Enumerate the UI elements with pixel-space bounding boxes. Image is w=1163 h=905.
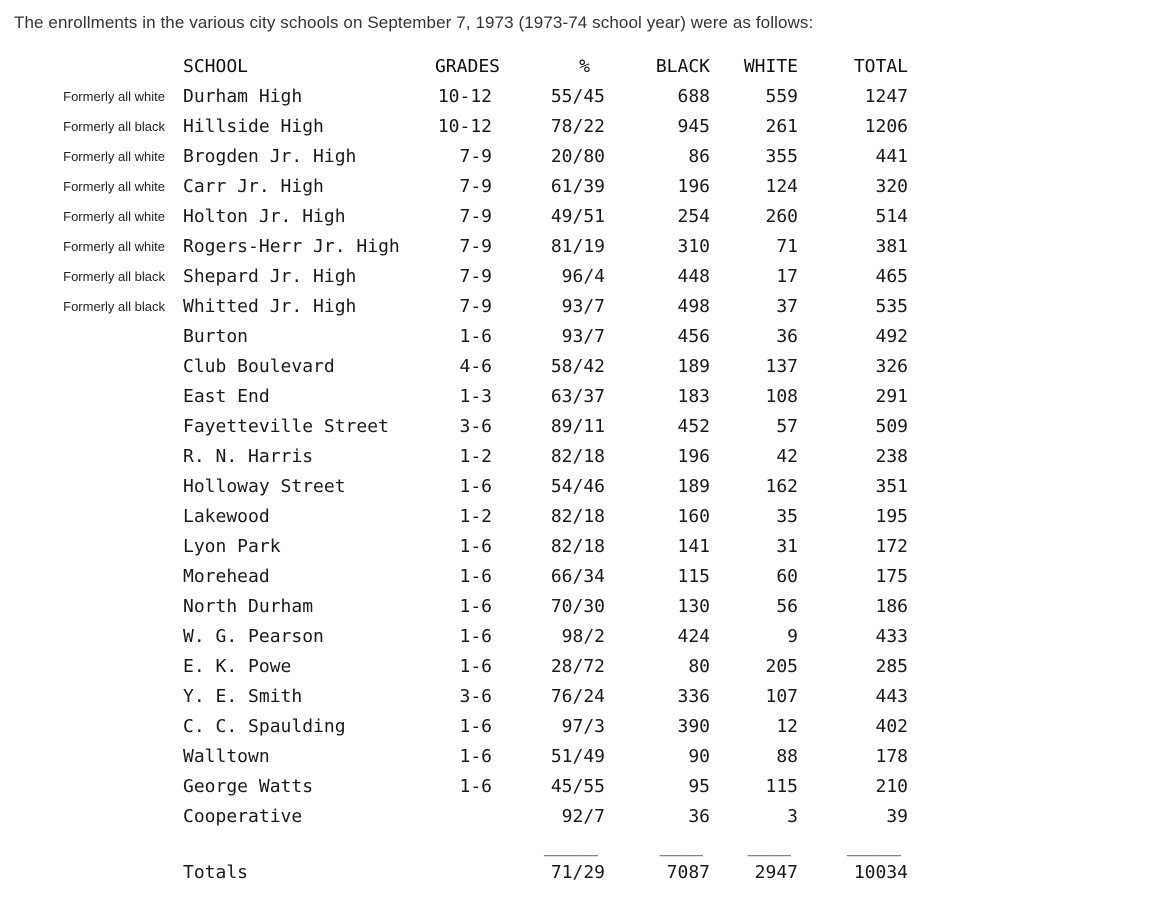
black-count: 945	[677, 116, 710, 137]
school-name: R. N. Harris	[183, 446, 314, 467]
black-count: 141	[677, 536, 710, 557]
school-name: George Watts	[183, 776, 314, 797]
black-count: 86	[688, 146, 710, 167]
formerly-annotation: Formerly all black	[63, 119, 165, 134]
percent-value: 49/51	[550, 206, 605, 227]
school-name: Rogers-Herr Jr. High	[183, 236, 400, 257]
formerly-annotation	[0, 472, 183, 502]
grades-value: 1-6	[459, 596, 492, 617]
total-count: 186	[875, 596, 908, 617]
school-name: C. C. Spaulding	[183, 716, 346, 737]
percent-value: 89/11	[550, 416, 605, 437]
total-count: 291	[875, 386, 908, 407]
formerly-annotation	[0, 652, 183, 682]
grades-value: 7-9	[459, 206, 492, 227]
total-count: 433	[875, 626, 908, 647]
totals-total: 10034	[853, 862, 908, 883]
table-row	[0, 532, 1163, 562]
percent-value: 45/55	[550, 776, 605, 797]
rule-spacer	[0, 840, 183, 858]
formerly-annotation	[0, 322, 183, 352]
white-count: 35	[776, 506, 798, 527]
white-count: 56	[776, 596, 798, 617]
grades-value: 1-3	[459, 386, 492, 407]
white-count: 205	[765, 656, 798, 677]
black-count: 36	[688, 806, 710, 827]
school-name: Brogden Jr. High	[183, 146, 357, 167]
black-count: 196	[677, 176, 710, 197]
percent-value: 63/37	[550, 386, 605, 407]
percent-value: 81/19	[550, 236, 605, 257]
formerly-annotation: Formerly all white	[63, 149, 165, 164]
total-total-rule: _____	[846, 840, 901, 857]
page-title: The enrollments in the various city schools on September 7, 1973 (1973-74 school year) were as follows:	[14, 13, 814, 32]
total-count: 465	[875, 266, 908, 287]
school-name: Cooperative	[183, 806, 303, 827]
totals-grades-empty	[421, 858, 492, 888]
formerly-annotation	[0, 622, 183, 652]
table-row	[0, 172, 1163, 202]
black-count: 80	[688, 656, 710, 677]
percent-value: 78/22	[550, 116, 605, 137]
grades-value: 4-6	[459, 356, 492, 377]
grades-value: 10-12	[437, 86, 492, 107]
formerly-annotation	[0, 352, 183, 382]
black-count: 336	[677, 686, 710, 707]
black-count: 498	[677, 296, 710, 317]
white-count: 71	[776, 236, 798, 257]
percent-value: 93/7	[561, 326, 605, 347]
total-count: 509	[875, 416, 908, 437]
formerly-annotation: Formerly all black	[63, 269, 165, 284]
percent-value: 58/42	[550, 356, 605, 377]
white-count: 107	[765, 686, 798, 707]
grades-value: 1-6	[459, 326, 492, 347]
school-name: North Durham	[183, 596, 314, 617]
grades-value: 3-6	[459, 686, 492, 707]
totals-row	[0, 858, 1163, 888]
table-row	[0, 442, 1163, 472]
table-row	[0, 772, 1163, 802]
black-count: 448	[677, 266, 710, 287]
formerly-annotation: Formerly all black	[63, 299, 165, 314]
formerly-annotation	[0, 562, 183, 592]
grades-value: 1-6	[459, 776, 492, 797]
white-count: 261	[765, 116, 798, 137]
total-count: 39	[886, 806, 908, 827]
table-row	[0, 412, 1163, 442]
grades-value: 10-12	[437, 116, 492, 137]
table-row	[0, 292, 1163, 322]
white-count: 3	[787, 806, 798, 827]
percent-value: 70/30	[550, 596, 605, 617]
table-row	[0, 232, 1163, 262]
white-count: 9	[787, 626, 798, 647]
white-count: 36	[776, 326, 798, 347]
white-count: 137	[765, 356, 798, 377]
white-count: 31	[776, 536, 798, 557]
black-count: 189	[677, 356, 710, 377]
formerly-annotation	[0, 682, 183, 712]
total-count: 178	[875, 746, 908, 767]
grades-value: 7-9	[459, 266, 492, 287]
table-row	[0, 712, 1163, 742]
black-total-rule: ____	[659, 840, 703, 857]
percent-value: 82/18	[550, 446, 605, 467]
white-count: 559	[765, 86, 798, 107]
black-count: 688	[677, 86, 710, 107]
grades-value: 7-9	[459, 176, 492, 197]
formerly-annotation	[0, 712, 183, 742]
totals-white: 2947	[754, 862, 798, 883]
total-count: 195	[875, 506, 908, 527]
school-name: Holton Jr. High	[183, 206, 346, 227]
formerly-annotation: Formerly all white	[63, 89, 165, 104]
school-name: Club Boulevard	[183, 356, 335, 377]
white-count: 115	[765, 776, 798, 797]
totals-percent: 71/29	[550, 862, 605, 883]
white-count: 162	[765, 476, 798, 497]
table-row	[0, 352, 1163, 382]
white-count: 12	[776, 716, 798, 737]
table-header-row	[0, 52, 1163, 82]
table-row	[0, 202, 1163, 232]
total-count: 351	[875, 476, 908, 497]
black-count: 390	[677, 716, 710, 737]
school-name: Carr Jr. High	[183, 176, 324, 197]
formerly-annotation	[0, 412, 183, 442]
total-count: 210	[875, 776, 908, 797]
table-row	[0, 322, 1163, 352]
percent-value: 82/18	[550, 506, 605, 527]
black-count: 189	[677, 476, 710, 497]
column-header-school: SCHOOL	[183, 56, 249, 77]
percent-value: 20/80	[550, 146, 605, 167]
school-name: Burton	[183, 326, 249, 347]
percent-value: 98/2	[561, 626, 605, 647]
percent-total-rule: _____	[543, 840, 598, 857]
column-header-total: TOTAL	[853, 56, 908, 77]
totals-black: 7087	[666, 862, 710, 883]
totals-label: Totals	[183, 862, 249, 883]
column-header-percent: %	[579, 56, 590, 77]
grades-value: 7-9	[459, 146, 492, 167]
formerly-annotation: Formerly all white	[63, 239, 165, 254]
white-count: 60	[776, 566, 798, 587]
header-annotation-spacer	[0, 52, 183, 82]
total-count: 443	[875, 686, 908, 707]
formerly-annotation	[0, 772, 183, 802]
formerly-annotation	[0, 802, 183, 832]
totals-rule-row	[0, 840, 1163, 858]
total-count: 238	[875, 446, 908, 467]
grades-value: 1-2	[459, 446, 492, 467]
formerly-annotation	[0, 592, 183, 622]
school-name: East End	[183, 386, 270, 407]
white-count: 57	[776, 416, 798, 437]
white-total-rule: ____	[747, 840, 791, 857]
percent-value: 97/3	[561, 716, 605, 737]
white-count: 88	[776, 746, 798, 767]
school-name: Y. E. Smith	[183, 686, 303, 707]
grades-value: 1-6	[459, 626, 492, 647]
column-header-black: BLACK	[655, 56, 710, 77]
black-count: 95	[688, 776, 710, 797]
total-count: 172	[875, 536, 908, 557]
grades-value: 1-6	[459, 476, 492, 497]
percent-value: 92/7	[561, 806, 605, 827]
white-count: 37	[776, 296, 798, 317]
table-row	[0, 382, 1163, 412]
total-count: 1247	[864, 86, 908, 107]
school-name: Holloway Street	[183, 476, 346, 497]
school-name: Lyon Park	[183, 536, 281, 557]
formerly-annotation	[0, 502, 183, 532]
table-row	[0, 742, 1163, 772]
total-count: 285	[875, 656, 908, 677]
white-count: 260	[765, 206, 798, 227]
school-name: E. K. Powe	[183, 656, 292, 677]
school-name: Fayetteville Street	[183, 416, 389, 437]
black-count: 456	[677, 326, 710, 347]
school-name: Hillside High	[183, 116, 324, 137]
total-count: 175	[875, 566, 908, 587]
black-count: 183	[677, 386, 710, 407]
black-count: 115	[677, 566, 710, 587]
school-name: Morehead	[183, 566, 270, 587]
grades-value: 3-6	[459, 416, 492, 437]
formerly-annotation: Formerly all white	[63, 209, 165, 224]
percent-value: 61/39	[550, 176, 605, 197]
total-count: 535	[875, 296, 908, 317]
formerly-annotation	[0, 532, 183, 562]
black-count: 452	[677, 416, 710, 437]
grades-value: 7-9	[459, 236, 492, 257]
percent-value: 51/49	[550, 746, 605, 767]
school-name: Whitted Jr. High	[183, 296, 357, 317]
table-rows	[0, 82, 1163, 832]
percent-value: 28/72	[550, 656, 605, 677]
percent-value: 96/4	[561, 266, 605, 287]
grades-value: 1-6	[459, 716, 492, 737]
percent-value: 66/34	[550, 566, 605, 587]
table-row	[0, 112, 1163, 142]
black-count: 254	[677, 206, 710, 227]
table-row	[0, 592, 1163, 622]
total-count: 326	[875, 356, 908, 377]
formerly-annotation: Formerly all white	[63, 179, 165, 194]
grades-value: 1-6	[459, 656, 492, 677]
school-name: Shepard Jr. High	[183, 266, 357, 287]
percent-value: 76/24	[550, 686, 605, 707]
column-header-white: WHITE	[743, 56, 798, 77]
table-row	[0, 622, 1163, 652]
grades-value: 1-6	[459, 536, 492, 557]
total-count: 492	[875, 326, 908, 347]
formerly-annotation	[0, 442, 183, 472]
table-row	[0, 502, 1163, 532]
black-count: 90	[688, 746, 710, 767]
grades-value: 1-6	[459, 566, 492, 587]
black-count: 424	[677, 626, 710, 647]
school-name: Durham High	[183, 86, 303, 107]
percent-value: 55/45	[550, 86, 605, 107]
total-count: 441	[875, 146, 908, 167]
column-header-grades: GRADES	[434, 56, 500, 77]
total-count: 320	[875, 176, 908, 197]
total-count: 381	[875, 236, 908, 257]
percent-value: 82/18	[550, 536, 605, 557]
grades-value: 1-6	[459, 746, 492, 767]
table-row	[0, 802, 1163, 832]
school-name: W. G. Pearson	[183, 626, 324, 647]
percent-value: 93/7	[561, 296, 605, 317]
white-count: 355	[765, 146, 798, 167]
formerly-annotation	[0, 742, 183, 772]
school-name: Walltown	[183, 746, 270, 767]
rule-spacer	[183, 840, 421, 858]
totals-spacer	[0, 858, 183, 888]
white-count: 17	[776, 266, 798, 287]
table-row	[0, 262, 1163, 292]
school-name: Lakewood	[183, 506, 270, 527]
total-count: 1206	[864, 116, 908, 137]
white-count: 42	[776, 446, 798, 467]
formerly-annotation	[0, 382, 183, 412]
black-count: 310	[677, 236, 710, 257]
total-count: 402	[875, 716, 908, 737]
enrollment-table	[0, 52, 1163, 888]
black-count: 130	[677, 596, 710, 617]
black-count: 196	[677, 446, 710, 467]
table-row	[0, 562, 1163, 592]
total-count: 514	[875, 206, 908, 227]
table-row	[0, 142, 1163, 172]
grades-value: 7-9	[459, 296, 492, 317]
percent-value: 54/46	[550, 476, 605, 497]
grades-value	[421, 802, 492, 832]
rule-spacer	[421, 840, 492, 858]
table-row	[0, 82, 1163, 112]
white-count: 124	[765, 176, 798, 197]
table-row	[0, 652, 1163, 682]
white-count: 108	[765, 386, 798, 407]
black-count: 160	[677, 506, 710, 527]
table-row	[0, 472, 1163, 502]
grades-value: 1-2	[459, 506, 492, 527]
table-row	[0, 682, 1163, 712]
